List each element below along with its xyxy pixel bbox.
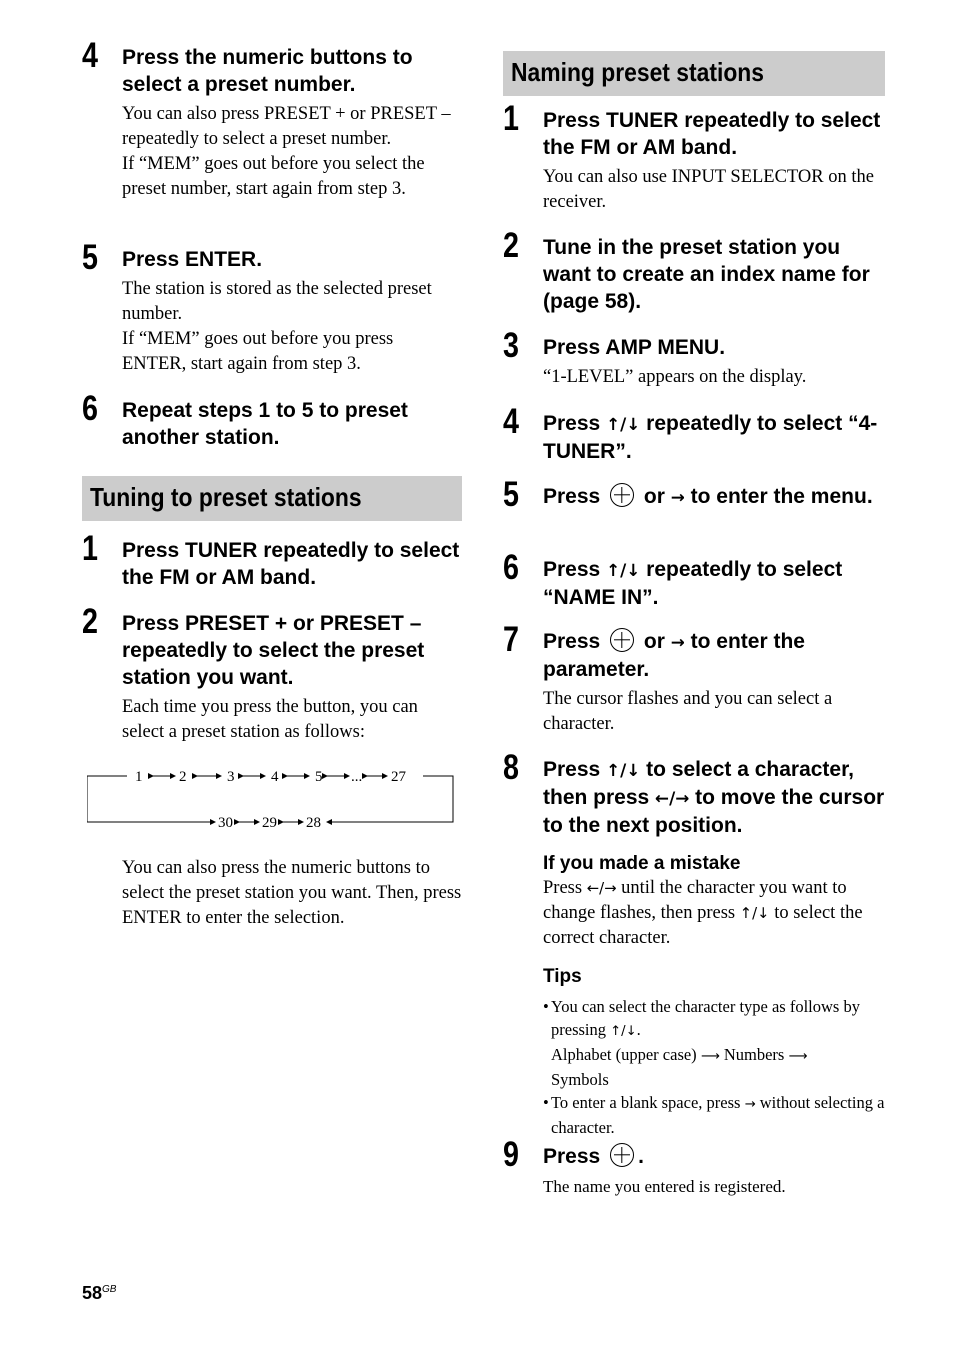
up-down-arrow-icon: ↑/↓	[739, 905, 770, 922]
naming-step-7	[503, 620, 885, 737]
left-right-arrow-icon: ←/→	[655, 788, 690, 808]
step-number: 4	[82, 36, 98, 75]
right-arrow-icon: →	[670, 487, 685, 507]
step-body: The cursor flashes and you can select a character.	[543, 689, 833, 734]
preset-30: 30	[218, 815, 233, 831]
step-body: The station is stored as the selected preset number. If “MEM” goes out before you press ENTER, start again from step 3.	[122, 279, 432, 374]
tips-title: Tips	[543, 966, 582, 987]
step-heading: Tune in the preset station you want to create an index name for (page 58).	[543, 236, 870, 313]
long-right-arrow-icon: ⟶	[788, 1049, 808, 1064]
step-body: You can also use INPUT SELECTOR on the receiver.	[543, 167, 874, 212]
naming-step-2	[503, 226, 885, 315]
up-down-arrow-icon: ↑/↓	[606, 414, 641, 434]
step-number: 1	[82, 529, 98, 568]
preset-2: 2	[179, 769, 187, 785]
naming-step-8	[503, 748, 885, 839]
after-diagram-text: You can also press the numeric buttons to select the preset station you want. Then, press ENTER to enter the selection.	[122, 858, 462, 928]
step-number: 6	[82, 389, 98, 428]
step-heading: Press ↑/↓ repeatedly to select “NAME IN”.	[543, 558, 843, 609]
preset-29: 29	[262, 815, 277, 831]
step-body: You can also press PRESET + or PRESET – repeatedly to select a preset number. If “MEM” goes out before you select the preset number, start again from step 3.	[122, 104, 451, 199]
step-heading: Press AMP MENU.	[543, 336, 726, 359]
up-down-arrow-icon: ↑/↓	[610, 1024, 637, 1039]
naming-step-1	[503, 99, 885, 215]
step-heading: Press ↑/↓ repeatedly to select “4-TUNER”.	[543, 412, 878, 463]
step-heading: Press .	[543, 1145, 644, 1168]
tuning-step-2	[82, 602, 462, 745]
mistake-block	[543, 852, 885, 951]
mistake-title: If you made a mistake	[543, 853, 741, 874]
preset-27: 27	[391, 769, 406, 785]
step-number: 2	[82, 602, 98, 641]
enter-button-icon	[610, 483, 634, 507]
preset-ellipsis: ...	[351, 769, 363, 785]
step-heading: Press or → to enter the menu.	[543, 485, 873, 508]
step-heading: Press TUNER repeatedly to select the FM or AM band.	[543, 109, 881, 159]
up-down-arrow-icon: ↑/↓	[606, 760, 641, 780]
enter-button-icon	[610, 1143, 634, 1167]
right-arrow-icon: →	[744, 1097, 756, 1112]
long-right-arrow-icon: ⟶	[700, 1049, 720, 1064]
preset-1: 1	[135, 769, 143, 785]
step-number: 8	[503, 748, 519, 787]
step-number: 7	[503, 620, 519, 659]
step-number: 5	[82, 238, 98, 277]
section-title: Naming preset stations	[511, 57, 765, 87]
step-heading: Press ↑/↓ to select a character, then press ←/→ to move the cursor to the next position.	[543, 758, 885, 837]
loop-line-right	[327, 776, 453, 822]
step-number: 5	[503, 475, 519, 514]
step-body: Each time you press the button, you can select a preset station as follows:	[122, 697, 418, 742]
preset-5: 5	[315, 769, 323, 785]
left-right-arrow-icon: ←/→	[586, 880, 617, 897]
tip-item: • To enter a blank space, press → without selecting a character.	[543, 1091, 885, 1139]
step-6-repeat	[82, 389, 462, 451]
enter-button-icon	[610, 628, 634, 652]
loop-line-left	[87, 776, 215, 822]
step-number: 6	[503, 548, 519, 587]
step-5-press-enter	[82, 238, 462, 377]
step-number: 9	[503, 1135, 519, 1174]
step-heading: Repeat steps 1 to 5 to preset another station.	[122, 399, 408, 449]
naming-step-3	[503, 326, 885, 390]
step-heading: Press or → to enter the parameter.	[543, 630, 805, 681]
step-number: 1	[503, 99, 519, 138]
preset-4: 4	[271, 769, 279, 785]
page-number: $58^{GB}$	[82, 1283, 117, 1303]
step-body: The name you entered is registered.	[543, 1177, 786, 1196]
preset-3: 3	[227, 769, 235, 785]
right-arrow-icon: →	[670, 632, 685, 652]
step-heading: Press TUNER repeatedly to select the FM or AM band.	[122, 539, 460, 589]
tuning-step-1	[82, 529, 462, 591]
step-body: “1-LEVEL” appears on the display.	[543, 367, 807, 387]
step-number: 2	[503, 226, 519, 265]
tips-block	[543, 965, 885, 1139]
step-heading: Press PRESET + or PRESET – repeatedly to select the preset station you want.	[122, 612, 425, 689]
step-number: 3	[503, 326, 519, 365]
tip-item: • You can select the character type as follows by pressing ↑/↓. Alphabet (upper case) ⟶ Numbers ⟶ Symbols	[543, 995, 885, 1091]
tips-list	[543, 995, 885, 1139]
step-number: 4	[503, 402, 519, 441]
preset-28: 28	[306, 815, 321, 831]
section-title: Tuning to preset stations	[90, 482, 362, 512]
naming-step-6	[503, 548, 885, 611]
preset-cycle-diagram	[87, 760, 459, 832]
section-header-naming	[503, 51, 885, 96]
step-4-preset-number	[82, 36, 462, 202]
step-heading: Press ENTER.	[122, 248, 263, 271]
naming-step-9	[503, 1135, 885, 1199]
naming-step-4	[503, 402, 885, 465]
mistake-text: Press ←/→ until the character you want to change flashes, then press ↑/↓ to select the correct character.	[543, 878, 863, 948]
naming-step-5	[503, 475, 885, 514]
step-heading: Press the numeric buttons to select a preset number.	[122, 46, 413, 96]
up-down-arrow-icon: ↑/↓	[606, 560, 641, 580]
section-header-tuning	[82, 476, 462, 521]
